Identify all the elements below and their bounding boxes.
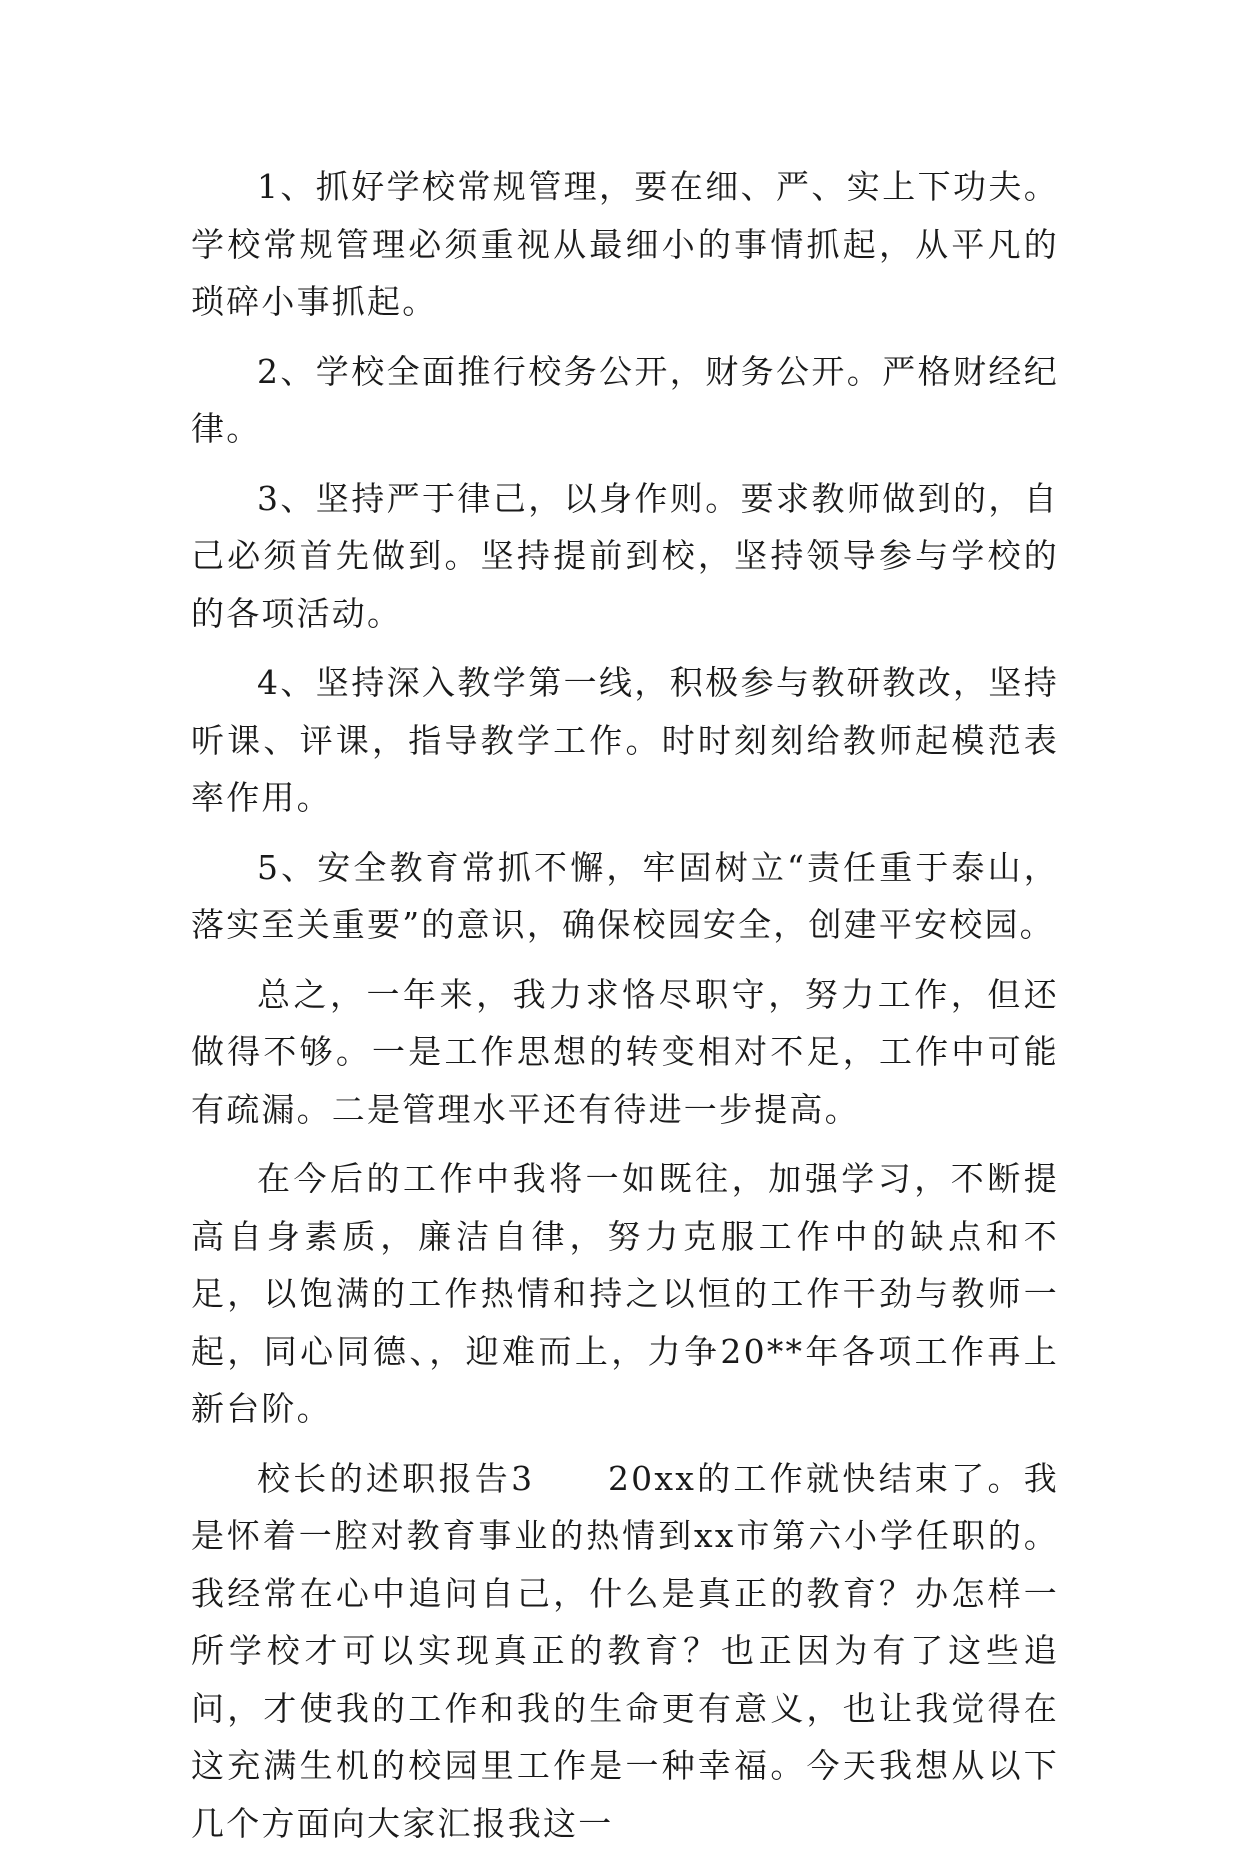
document-body <box>191 158 1059 1864</box>
paragraph-outlook: 在今后的工作中我将一如既往，加强学习，不断提高自身素质，廉洁自律，努力克服工作中的缺点和不足，以饱满的工作热情和持之以恒的工作干劲与教师一起，同心同德、，迎难而上，力争20**年各项工作再上新台阶。 <box>191 1159 1059 1428</box>
paragraph-2: 2、学校全面推行校务公开，财务公开。严格财经纪律。 <box>191 351 1059 448</box>
paragraph-1: 1、抓好学校常规管理，要在细、严、实上下功夫。学校常规管理必须重视从最细小的事情抓起，从平凡的琐碎小事抓起。 <box>191 167 1059 321</box>
paragraph-summary: 总之，一年来，我力求恪尽职守，努力工作，但还做得不够。一是工作思想的转变相对不足，工作中可能有疏漏。二是管理水平还有待进一步提高。 <box>191 974 1059 1129</box>
paragraph-report-3: 校长的述职报告3 20xx的工作就快结束了。我是怀着一腔对教育事业的热情到xx市第六小学任职的。我经常在心中追问自己，什么是真正的教育？办怎样一所学校才可以实现真正的教育？也正因为有了这些追问，才使我的工作和我的生命更有意义，也让我觉得在这充满生机的校园里工作是一种幸福。今天我想从以下几个方面向大家汇报我这一 <box>191 1458 1059 1843</box>
paragraph-3: 3、坚持严于律己，以身作则。要求教师做到的，自己必须首先做到。坚持提前到校，坚持领导参与学校的的各项活动。 <box>191 478 1059 633</box>
paragraph-4: 4、坚持深入教学第一线，积极参与教研教改，坚持听课、评课，指导教学工作。时时刻刻给教师起模范表率作用。 <box>191 663 1059 817</box>
paragraph-5: 5、安全教育常抓不懈，牢固树立“责任重于泰山，落实至关重要”的意识，确保校园安全，创建平安校园。 <box>191 847 1059 944</box>
